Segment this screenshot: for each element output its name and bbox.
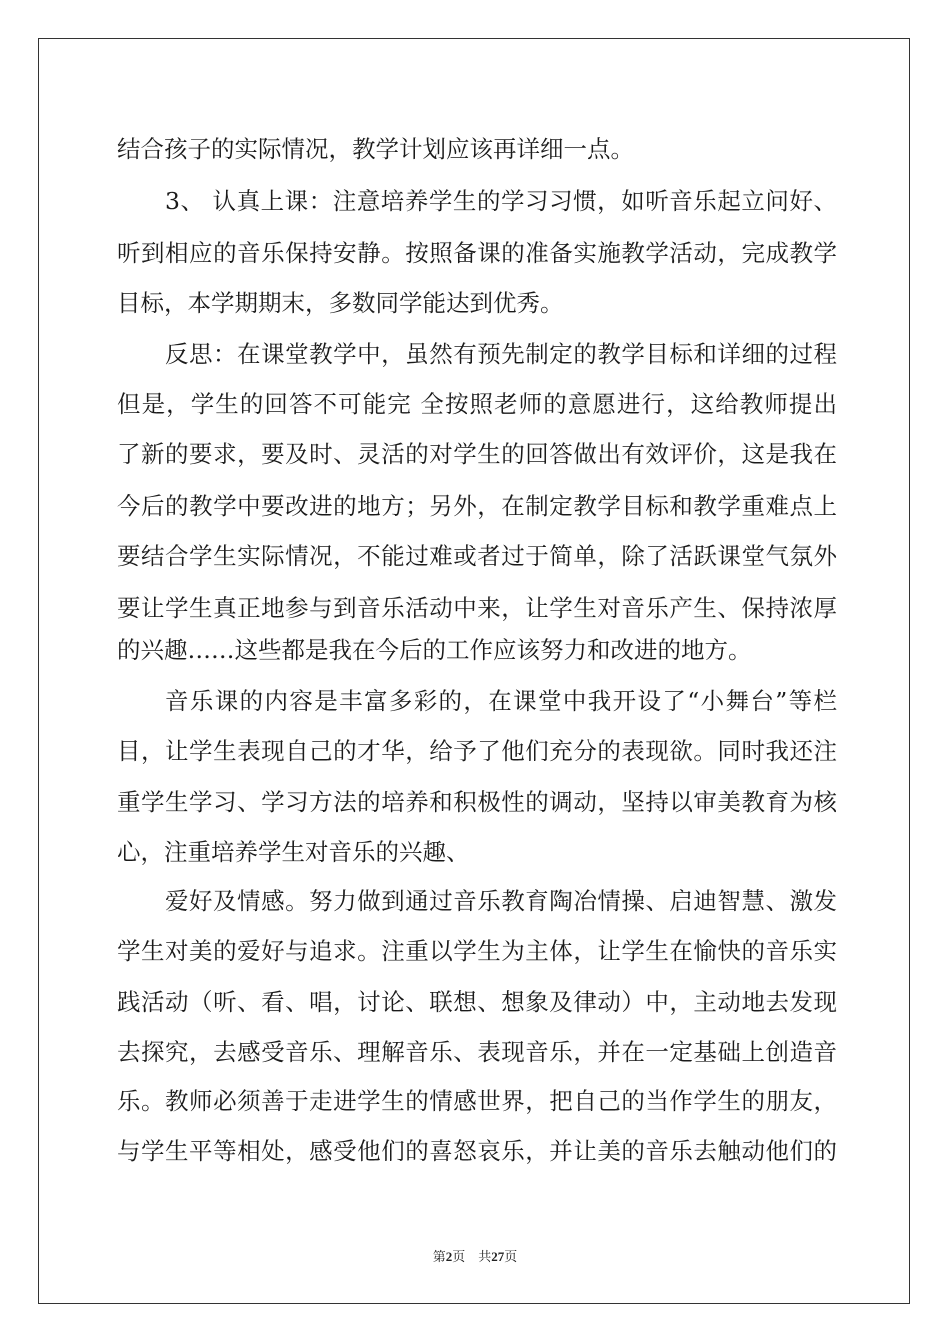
text-line: 但是，学生的回答不可能完 全按照老师的意愿进行，这给教师提出 <box>117 390 837 418</box>
text-line: 音乐课的内容是丰富多彩的，在课堂中我开设了“小舞台”等栏 <box>165 687 837 715</box>
text-line: 3、 认真上课：注意培养学生的学习习惯，如听音乐起立问好、 <box>165 187 837 215</box>
text-line: 重学生学习、学习方法的培养和积极性的调动，坚持以审美教育为核 <box>117 788 837 816</box>
text-line: 的兴趣……这些都是我在今后的工作应该努力和改进的地方。 <box>117 636 752 664</box>
text-line: 听到相应的音乐保持安静。按照备课的准备实施教学活动，完成教学 <box>117 239 837 267</box>
text-line: 要让学生真正地参与到音乐活动中来，让学生对音乐产生、保持浓厚 <box>117 594 837 622</box>
page-footer <box>0 1248 950 1266</box>
text-line: 目，让学生表现自己的才华，给予了他们充分的表现欲。同时我还注 <box>117 737 837 765</box>
text-line: 爱好及情感。努力做到通过音乐教育陶冶情操、启迪智慧、激发 <box>165 887 837 915</box>
text-line: 学生对美的爱好与追求。注重以学生为主体，让学生在愉快的音乐实 <box>117 937 837 965</box>
text-line: 心，注重培养学生对音乐的兴趣、 <box>117 838 470 866</box>
text-line: 乐。教师必须善于走进学生的情感世界，把自己的当作学生的朋友， <box>117 1087 837 1115</box>
text-line: 今后的教学中要改进的地方；另外，在制定教学目标和教学重难点上 <box>117 492 837 520</box>
page-suffix: 页 <box>504 1249 518 1264</box>
text-line: 了新的要求，要及时、灵活的对学生的回答做出有效评价，这是我在 <box>117 440 837 468</box>
text-line: 结合孩子的实际情况，教学计划应该再详细一点。 <box>117 135 634 163</box>
text-line: 反思：在课堂教学中，虽然有预先制定的教学目标和详细的过程 <box>165 340 837 368</box>
page-current-number: 2 <box>445 1249 453 1264</box>
text-line: 与学生平等相处，感受他们的喜怒哀乐，并让美的音乐去触动他们的 <box>117 1137 837 1165</box>
text-line: 目标，本学期期末，多数同学能达到优秀。 <box>117 289 564 317</box>
text-line: 去探究，去感受音乐、理解音乐、表现音乐，并在一定基础上创造音 <box>117 1038 837 1066</box>
page-total-number: 27 <box>491 1249 505 1264</box>
page-prefix: 第 <box>432 1249 446 1264</box>
text-line: 践活动（听、看、唱，讨论、联想、想象及律动）中，主动地去发现 <box>117 988 837 1016</box>
text-line: 要结合学生实际情况，不能过难或者过于简单，除了活跃课堂气氛外 <box>117 542 837 570</box>
page-separator: 页 共 <box>452 1249 492 1264</box>
